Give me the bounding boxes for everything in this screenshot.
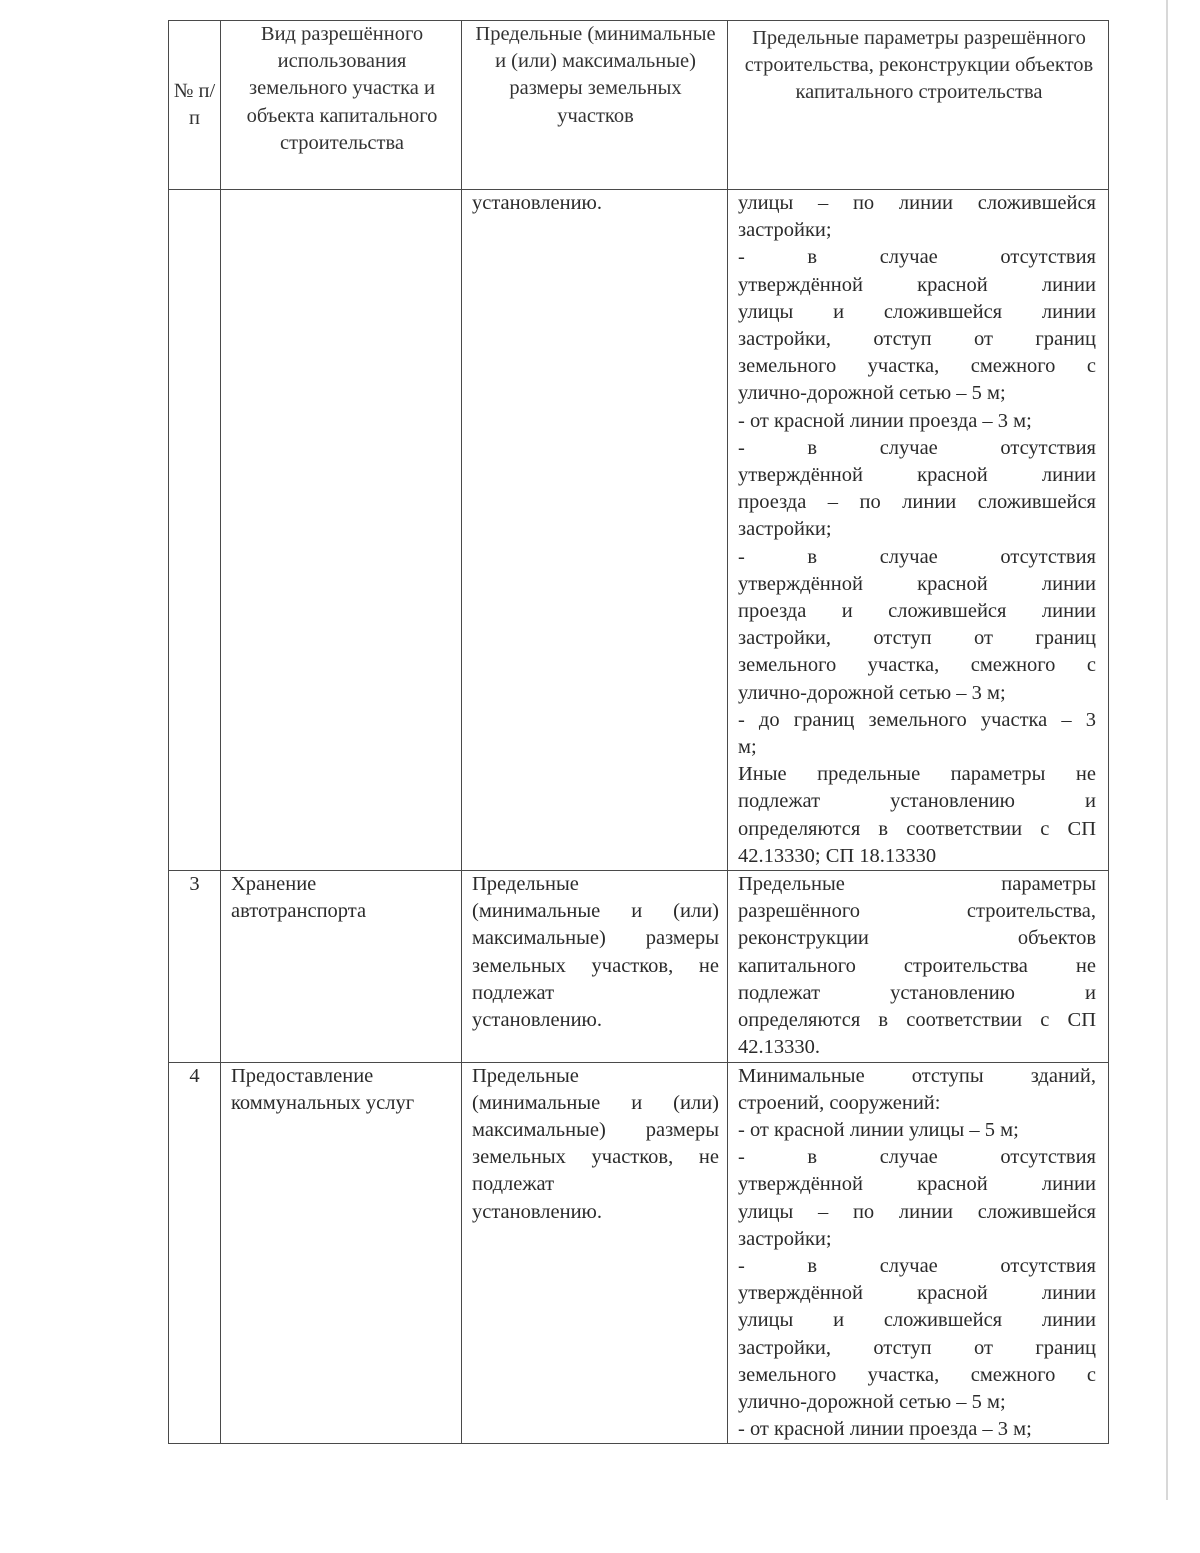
plot-size-line: максимальные) размеры: [472, 1118, 719, 1141]
params-line: - от красной линии улицы – 5 м;: [738, 1118, 1019, 1141]
params-line: утверждённой красной линии: [738, 572, 1096, 595]
params-line: утверждённой красной линии: [738, 1282, 1096, 1305]
row-plot-size: [462, 1062, 728, 1444]
params-line: застройки;: [738, 518, 832, 541]
row-params: [728, 190, 1109, 871]
params-line: определяются в соответствии с СП: [738, 817, 1096, 840]
plot-size-line: максимальные) размеры: [472, 927, 719, 950]
params-line: улицы – по линии сложившейся: [738, 1200, 1096, 1223]
params-line: застройки, отступ от границ: [738, 328, 1096, 351]
plot-size-line: (минимальные и (или): [472, 1091, 719, 1114]
header-number: № п/п: [169, 21, 221, 190]
row-plot-size: установлению.: [462, 190, 728, 871]
land-use-regulations-table: [168, 20, 1109, 1444]
row-use-type: Хранение автотранспорта: [221, 871, 462, 1062]
row-use-type: Предоставление коммунальных услуг: [221, 1062, 462, 1444]
params-line: утверждённой красной линии: [738, 1173, 1096, 1196]
scan-page-edge: [1166, 0, 1168, 1500]
params-line: застройки, отступ от границ: [738, 627, 1096, 650]
params-line: земельного участка, смежного с: [738, 1363, 1096, 1386]
table-header-row: [169, 21, 1109, 190]
plot-size-line: земельных участков, не: [472, 954, 719, 977]
plot-size-line: Предельные: [472, 873, 579, 896]
params-line: - в случае отсутствия: [738, 436, 1096, 459]
plot-size-line: установлению.: [472, 1200, 602, 1223]
table-row: [169, 1062, 1109, 1444]
params-line: проезда – по линии сложившейся: [738, 491, 1096, 514]
plot-size-line: установлению.: [472, 1009, 602, 1032]
table-row: [169, 190, 1109, 871]
table-row: [169, 871, 1109, 1062]
row-number: 4: [169, 1062, 221, 1444]
params-line: - в случае отсутствия: [738, 1254, 1096, 1277]
row-use-type: [221, 190, 462, 871]
params-line: улично-дорожной сетью – 3 м;: [738, 681, 1006, 704]
params-line: застройки;: [738, 219, 832, 242]
row-params: [728, 1062, 1109, 1444]
plot-size-line: подлежат: [472, 981, 555, 1004]
params-line: утверждённой красной линии: [738, 464, 1096, 487]
params-line: разрешённого строительства,: [738, 900, 1096, 923]
plot-size-line: Предельные: [472, 1064, 579, 1087]
plot-size-line: (минимальные и (или): [472, 900, 719, 923]
params-line: - от красной линии проезда – 3 м;: [738, 1418, 1032, 1441]
params-line: реконструкции объектов: [738, 927, 1096, 950]
params-line: 42.13330.: [738, 1036, 820, 1059]
params-line: утверждённой красной линии: [738, 273, 1096, 296]
params-line: капитального строительства не: [738, 954, 1096, 977]
params-line: подлежат установлению и: [738, 981, 1096, 1004]
header-plot-size: Предельные (минимальные и (или) максимальные) размеры земельных участков: [462, 21, 728, 190]
params-line: - до границ земельного участка – 3: [738, 708, 1096, 731]
params-line: улицы – по линии сложившейся: [738, 192, 1096, 214]
params-line: 42.13330; СП 18.13330: [738, 844, 937, 867]
params-line: улично-дорожной сетью – 5 м;: [738, 382, 1006, 405]
params-line: определяются в соответствии с СП: [738, 1009, 1096, 1032]
plot-size-line: подлежат: [472, 1173, 555, 1196]
params-line: м;: [738, 736, 757, 759]
params-line: улично-дорожной сетью – 5 м;: [738, 1390, 1006, 1413]
params-line: - от красной линии проезда – 3 м;: [738, 409, 1032, 432]
row-params: [728, 871, 1109, 1062]
params-line: подлежат установлению и: [738, 790, 1096, 813]
params-line: Иные предельные параметры не: [738, 763, 1096, 786]
params-line: - в случае отсутствия: [738, 545, 1096, 568]
params-line: улицы и сложившейся линии: [738, 300, 1096, 323]
header-params: Предельные параметры разрешённого строительства, реконструкции объектов капитального строительства: [728, 21, 1109, 190]
params-line: застройки, отступ от границ: [738, 1336, 1096, 1359]
params-line: - в случае отсутствия: [738, 246, 1096, 269]
params-line: земельного участка, смежного с: [738, 654, 1096, 677]
row-number: [169, 190, 221, 871]
plot-size-line: земельных участков, не: [472, 1146, 719, 1169]
params-line: Предельные параметры: [738, 873, 1096, 896]
params-line: Минимальные отступы зданий,: [738, 1064, 1096, 1087]
params-line: - в случае отсутствия: [738, 1146, 1096, 1169]
header-use-type: Вид разрешённого использования земельного участка и объекта капитального строительства: [221, 21, 462, 190]
params-line: строений, сооружений:: [738, 1091, 941, 1114]
params-line: улицы и сложившейся линии: [738, 1309, 1096, 1332]
row-plot-size: [462, 871, 728, 1062]
row-number: 3: [169, 871, 221, 1062]
params-line: проезда и сложившейся линии: [738, 600, 1096, 623]
params-line: застройки;: [738, 1227, 832, 1250]
params-line: земельного участка, смежного с: [738, 355, 1096, 378]
